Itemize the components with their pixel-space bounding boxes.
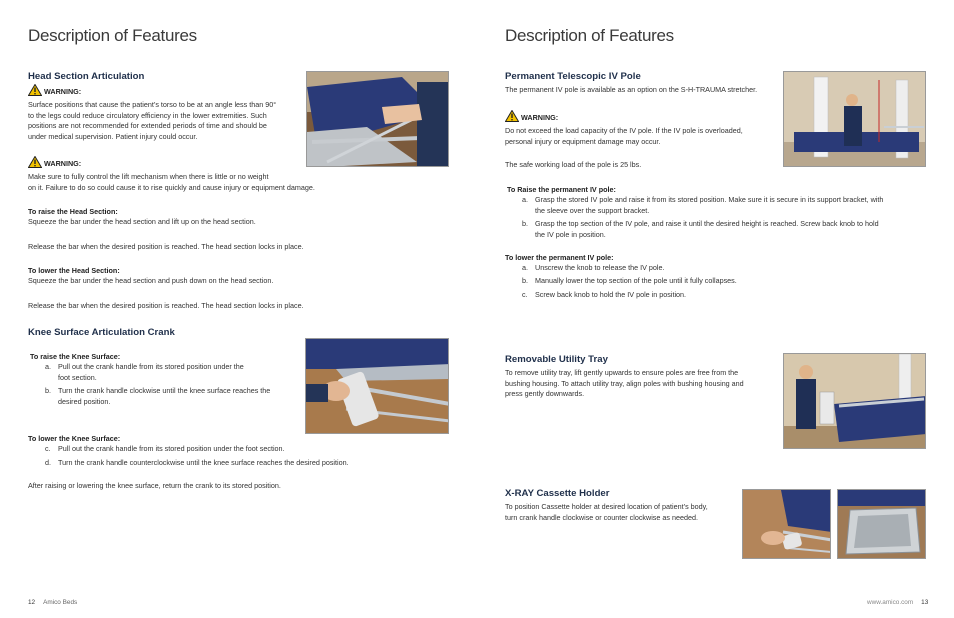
text-line: turn crank handle clockwise or counter clockwise as needed. <box>505 512 698 522</box>
raise-iv-item-a <box>522 195 932 217</box>
utility-tray-photo <box>783 353 926 449</box>
text-line: To remove utility tray, lift gently upwards to ensure poles are free from the <box>505 368 739 377</box>
lower-head-text: Squeeze the bar under the head section and push down on the head section. <box>28 276 274 285</box>
text-line: Pull out the crank handle from its stored position under the foot section. <box>58 444 285 453</box>
text-line: Grasp the stored IV pole and raise it from its stored position. Make sure it is secure in its support bracket, with <box>535 195 884 204</box>
left-page-title: Description of Features <box>28 26 197 45</box>
warning-icon <box>28 156 42 168</box>
item-label: b. <box>522 219 528 228</box>
head-section-photo <box>306 71 449 167</box>
text-line: under medical supervision. Patient injury could occur. <box>28 131 198 141</box>
page-number: 12 <box>28 599 36 606</box>
xray-text <box>505 502 740 523</box>
text-line: Unscrew the knob to release the IV pole. <box>535 263 665 272</box>
head-warning-1 <box>28 84 81 96</box>
text-line: Manually lower the top section of the pole until it fully collapses. <box>535 276 737 285</box>
knee-after-text: After raising or lowering the knee surface, return the crank to its stored position. <box>28 481 281 490</box>
head-warning-2 <box>28 156 81 168</box>
text-line: Grasp the top section of the IV pole, and raise it until the desired height is reached. Screw back knob to hold <box>535 219 879 228</box>
right-footer <box>867 599 928 606</box>
lower-head-release: Release the bar when the desired position is reached. The head section locks in place. <box>28 301 304 310</box>
text-line: desired position. <box>58 396 111 406</box>
head-section-heading: Head Section Articulation <box>28 71 145 82</box>
text-line: the IV pole in position. <box>535 229 606 239</box>
lower-knee-item-c <box>45 444 405 455</box>
raise-iv-label: To Raise the permanent IV pole: <box>507 185 616 194</box>
text-line: Pull out the crank handle from its stored position under the <box>58 362 244 371</box>
item-label: b. <box>45 386 51 395</box>
item-label: b. <box>522 276 528 285</box>
raise-head-label: To raise the Head Section: <box>28 207 118 216</box>
text-line: Turn the crank handle clockwise until the knee surface reaches the <box>58 386 271 395</box>
xray-photo-1 <box>742 489 831 559</box>
lower-knee-label: To lower the Knee Surface: <box>28 434 121 443</box>
iv-safe-load: The safe working load of the pole is 25 lbs. <box>505 160 642 169</box>
raise-knee-item-a <box>45 362 305 384</box>
footer-url: www.amico.com <box>867 599 914 606</box>
footer-text: Amico Beds <box>43 599 78 606</box>
iv-pole-intro: The permanent IV pole is available as an option on the S-H-TRAUMA stretcher. <box>505 85 758 94</box>
right-page-title: Description of Features <box>505 26 674 45</box>
lower-head-label: To lower the Head Section: <box>28 266 120 275</box>
lower-iv-label: To lower the permanent IV pole: <box>505 253 614 262</box>
warning-label: WARNING: <box>44 159 82 168</box>
item-label: a. <box>522 195 528 204</box>
item-label: a. <box>45 362 51 371</box>
iv-warning-text <box>505 126 775 147</box>
head-warning-2-text <box>28 172 388 193</box>
raise-knee-item-b <box>45 386 305 408</box>
raise-iv-item-b <box>522 219 932 241</box>
xray-heading: X-RAY Cassette Holder <box>505 488 610 499</box>
text-line: bushing housing. To attach utility tray, align poles with bushing housing and <box>505 378 744 388</box>
text-line: to the legs could reduce circulatory efficiency in the lower extremities. Such <box>28 110 267 120</box>
lower-iv-item-a <box>522 263 922 274</box>
text-line: Make sure to fully control the lift mechanism when there is little or no weight <box>28 172 269 181</box>
head-warning-1-text <box>28 100 303 142</box>
text-line: positions are not recommended for extended periods of time and should be <box>28 121 267 131</box>
lower-iv-item-b <box>522 276 922 287</box>
text-line: personal injury or equipment damage may occur. <box>505 136 661 146</box>
item-label: c. <box>45 444 51 453</box>
utility-tray-heading: Removable Utility Tray <box>505 354 608 365</box>
warning-icon <box>505 110 519 122</box>
warning-label: WARNING: <box>521 113 559 122</box>
lower-iv-item-c <box>522 290 922 301</box>
knee-section-heading: Knee Surface Articulation Crank <box>28 327 175 338</box>
text-line: To position Cassette holder at desired location of patient’s body, <box>505 502 708 511</box>
text-line: the sleeve over the support bracket. <box>535 205 650 215</box>
knee-crank-photo <box>305 338 449 434</box>
raise-knee-label: To raise the Knee Surface: <box>30 352 121 361</box>
item-label: a. <box>522 263 528 272</box>
text-line: Screw back knob to hold the IV pole in position. <box>535 290 687 299</box>
utility-tray-text <box>505 368 780 400</box>
iv-pole-photo <box>783 71 926 167</box>
text-line: Do not exceed the load capacity of the IV pole. If the IV pole is overloaded, <box>505 126 743 135</box>
left-footer <box>28 599 77 606</box>
text-line: Surface positions that cause the patient’s torso to be at an angle less than 90° <box>28 100 277 109</box>
text-line: foot section. <box>58 372 97 382</box>
item-label: d. <box>45 458 51 467</box>
iv-warning <box>505 110 558 122</box>
text-line: Turn the crank handle counterclockwise until the knee surface reaches the desired position. <box>58 458 349 467</box>
item-label: c. <box>522 290 528 299</box>
raise-head-release: Release the bar when the desired position is reached. The head section locks in place. <box>28 242 304 251</box>
text-line: press gently downwards. <box>505 389 585 399</box>
xray-photo-2 <box>837 489 926 559</box>
raise-head-text: Squeeze the bar under the head section and lift up on the head section. <box>28 217 256 226</box>
page-number: 13 <box>921 599 929 606</box>
warning-icon <box>28 84 42 96</box>
text-line: on it. Failure to do so could cause it to rise quickly and cause injury or equipment damage. <box>28 182 315 192</box>
warning-label: WARNING: <box>44 87 82 96</box>
lower-knee-item-d <box>45 458 405 469</box>
iv-pole-heading: Permanent Telescopic IV Pole <box>505 71 641 82</box>
